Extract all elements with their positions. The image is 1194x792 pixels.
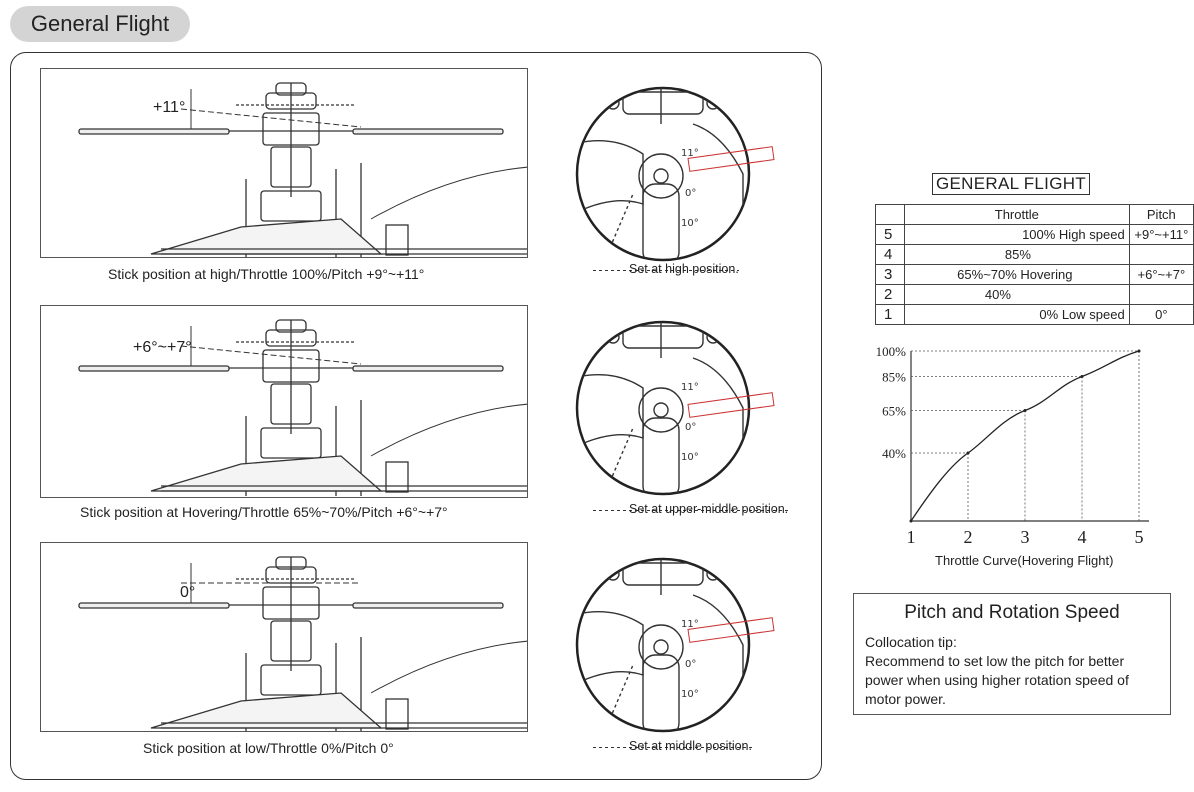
- row-number: 1: [876, 305, 905, 325]
- table-row: [876, 305, 1194, 325]
- radio-stick-closeup: [573, 555, 753, 740]
- row-pitch: +6°~+7°: [1129, 265, 1193, 285]
- x-tick-label: 1: [906, 527, 916, 547]
- table-row: [876, 245, 1194, 265]
- row-throttle: 0% Low speed: [904, 305, 1129, 325]
- set-position-label: Set at upper-middle position.: [593, 502, 788, 516]
- y-tick-label: 100%: [875, 344, 906, 359]
- general-flight-title: GENERAL FLIGHT: [932, 173, 1090, 195]
- row-throttle: 100% High speed: [904, 225, 1129, 245]
- svg-text:0°: 0°: [685, 422, 697, 433]
- row-number: 4: [876, 245, 905, 265]
- x-tick-label: 3: [1020, 527, 1030, 547]
- svg-text:10°: 10°: [681, 452, 699, 463]
- helicopter-diagram: [40, 305, 528, 498]
- tip-text: Recommend to set low the pitch for better power when using higher rotation speed of motor power.: [865, 653, 1129, 707]
- row-pitch: [1129, 245, 1193, 265]
- set-position-label: Set at middle position.: [593, 739, 752, 753]
- tip-title: Pitch and Rotation Speed: [904, 602, 1120, 623]
- pitch-angle-label: 0°: [180, 584, 196, 601]
- row-throttle: 40%: [904, 285, 1129, 305]
- pitch-angle-label: +6°~+7°: [133, 339, 192, 356]
- general-flight-table: [875, 204, 1194, 325]
- stick-position-caption: Stick position at Hovering/Throttle 65%~70%/Pitch +6°~+7°: [80, 504, 448, 520]
- table-row: [876, 225, 1194, 245]
- helicopter-diagram: [40, 542, 528, 732]
- set-position-label: Set at high position.: [593, 262, 739, 276]
- tip-body: [865, 633, 1165, 709]
- curve-point: [967, 452, 970, 455]
- row-number: 2: [876, 285, 905, 305]
- row-pitch: 0°: [1129, 305, 1193, 325]
- svg-text:10°: 10°: [681, 218, 699, 229]
- curve-point: [1024, 409, 1027, 412]
- throttle-curve-chart: [864, 340, 1164, 555]
- curve-point: [1081, 375, 1084, 378]
- chart-x-label: Throttle Curve(Hovering Flight): [935, 553, 1114, 568]
- x-tick-label: 5: [1134, 527, 1144, 547]
- row-pitch: +9°~+11°: [1129, 225, 1193, 245]
- curve-point: [910, 520, 913, 523]
- row-throttle: 65%~70% Hovering: [904, 265, 1129, 285]
- table-row: [876, 265, 1194, 285]
- svg-text:0°: 0°: [685, 188, 697, 199]
- curve-point: [1138, 350, 1141, 353]
- row-throttle: 85%: [904, 245, 1129, 265]
- tip-box: [853, 593, 1171, 715]
- svg-text:11°: 11°: [681, 382, 699, 393]
- helicopter-diagram: [40, 68, 528, 258]
- x-tick-label: 2: [963, 527, 973, 547]
- row-number: 5: [876, 225, 905, 245]
- svg-text:11°: 11°: [681, 619, 699, 630]
- y-tick-label: 85%: [882, 369, 906, 385]
- tip-subtitle: Collocation tip:: [865, 634, 957, 650]
- radio-stick-closeup: [573, 84, 753, 269]
- svg-text:10°: 10°: [681, 689, 699, 700]
- stick-position-caption: Stick position at low/Throttle 0%/Pitch 0°: [143, 740, 394, 756]
- svg-text:0°: 0°: [685, 659, 697, 670]
- y-tick-label: 65%: [882, 403, 906, 419]
- row-number: 3: [876, 265, 905, 285]
- column-header-throttle: Throttle: [904, 205, 1129, 225]
- section-title: General Flight: [10, 6, 190, 42]
- table-row: [876, 285, 1194, 305]
- column-header-pitch: Pitch: [1129, 205, 1193, 225]
- row-pitch: [1129, 285, 1193, 305]
- y-tick-label: 40%: [882, 446, 906, 461]
- x-tick-label: 4: [1077, 527, 1087, 547]
- svg-text:11°: 11°: [681, 148, 699, 159]
- stick-position-caption: Stick position at high/Throttle 100%/Pitch +9°~+11°: [108, 266, 425, 282]
- pitch-angle-label: +11°: [153, 99, 186, 116]
